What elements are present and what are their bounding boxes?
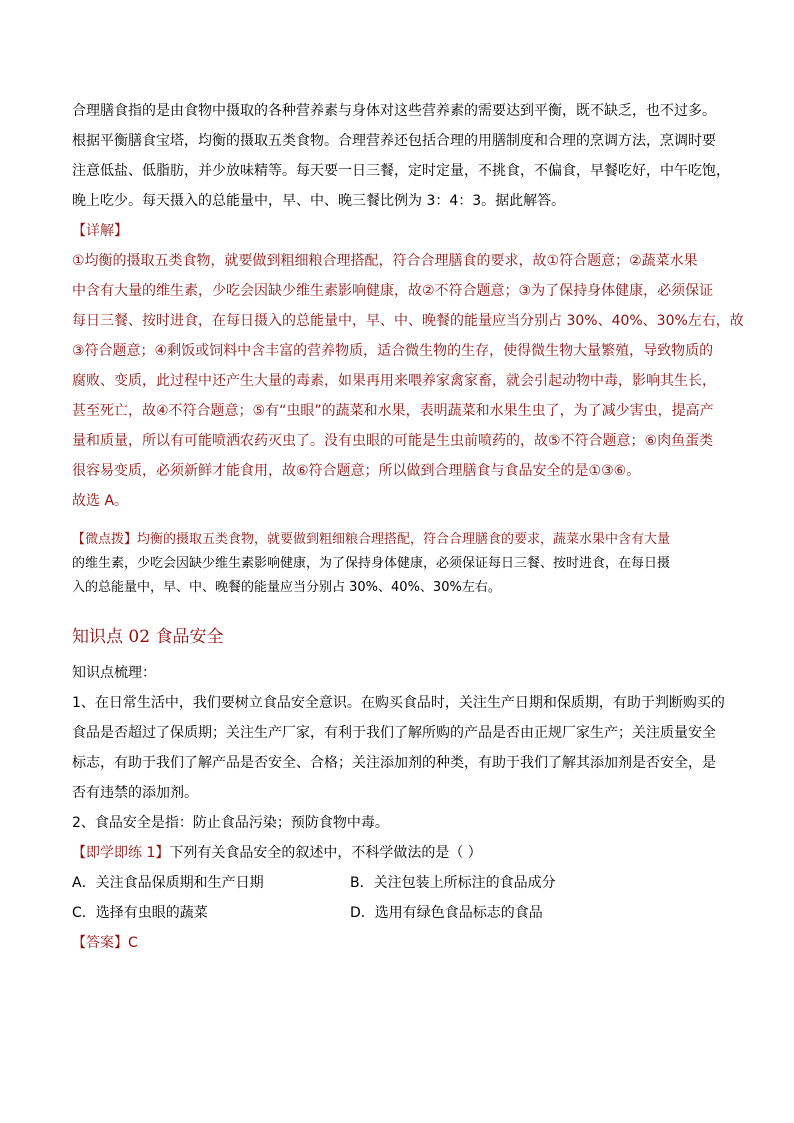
point-line: 1、在日常生活中，我们要树立食品安全意识。在购买食品时，关注生产日期和保质期，有助于判断购买的 [72,695,725,711]
exercise-question-text: 下列有关食品安全的叙述中，不科学做法的是（ ） [169,845,482,861]
tip-label: 【微点拨】 [72,532,138,547]
detail-line: 很容易变质，必须新鲜才能食用，故⑥符合题意；所以做到合理膳食与食品安全的是①③⑥。 [72,463,641,479]
options-row [72,868,732,898]
tip-line: 的维生素，少吃会因缺少维生素影响健康，为了保持身体健康，必须保证每日三餐、按时进食，在每日摄 [72,556,671,571]
detail-line: 故选 A。 [72,493,129,509]
answer-line [72,928,732,958]
detail-line: 每日三餐、按时进食，在每日摄入的总能量中，早、中、晚餐的能量应当分别占 30%、40%、30%左右，故 [72,313,744,329]
tip-line [72,528,732,552]
detail-line: 中含有大量的维生素，少吃会因缺少维生素影响健康，故②不符合题意；③为了保持身体健康，必须保证 [72,283,714,299]
option-c[interactable]: C．选择有虫眼的蔬菜 [72,905,208,921]
document-page [72,96,744,958]
option-a[interactable]: A．关注食品保质期和生产日期 [72,875,264,891]
detail-label: 【详解】 [72,223,128,239]
knowledge-point-1 [72,688,732,808]
point-line: 标志，有助于我们了解产品是否安全、合格；关注添加剂的种类，有助于我们了解其添加剂是否安全，是 [72,755,716,771]
tip-section [72,528,732,600]
exercise-question [72,838,732,868]
intro-line: 合理膳食指的是由食物中摄取的各种营养素与身体对这些营养素的需要达到平衡，既不缺乏，也不过多。 [72,103,716,119]
point-line: 食品是否超过了保质期；关注生产厂家，有利于我们了解所购的产品是否由正规厂家生产；关注质量安全 [72,725,716,741]
detail-line: ①均衡的摄取五类食物，就要做到粗细粮合理搭配，符合合理膳食的要求，故①符合题意；②蔬菜水果 [72,253,698,269]
answer-label: 【答案】 [72,935,128,951]
detail-section [72,216,744,516]
detail-line: 量和质量，所以有可能喷洒农药灭虫了。没有虫眼的可能是生虫前喷药的，故⑤不符合题意；⑥肉鱼蛋类 [72,433,714,449]
detail-line: ③符合题意；④剩饭或饲料中含丰富的营养物质，适合微生物的生存，使得微生物大量繁殖，导致物质的 [72,343,714,359]
intro-line: 注意低盐、低脂肪，并少放味精等。每天要一日三餐，定时定量，不挑食，不偏食，早餐吃好，中午吃饱， [72,163,730,179]
tip-text: 均衡的摄取五类食物，就要做到粗细粮合理搭配，符合合理膳食的要求，蔬菜水果中含有大量 [137,532,671,547]
exercise-label: 【即学即练 1】 [72,845,170,861]
section-title: 知识点 02 食品安全 [72,627,224,647]
intro-line: 晚上吃少。每天摄入的总能量中，早、中、晚三餐比例为 3：4：3。据此解答。 [72,193,566,209]
answer-value: C [128,935,138,951]
option-d[interactable]: D．选用有绿色食品标志的食品 [350,905,543,921]
tip-line: 入的总能量中，早、中、晚餐的能量应当分别占 30%、40%、30%左右。 [72,580,501,595]
option-b[interactable]: B．关注包装上所标注的食品成分 [350,875,556,891]
intro-line: 根据平衡膳食宝塔，均衡的摄取五类食物。合理营养还包括合理的用膳制度和合理的烹调方法，烹调时要 [72,133,716,149]
detail-line: 甚至死亡，故④不符合题意；⑤有“虫眼”的蔬菜和水果，表明蔬菜和水果生虫了，为了减少害虫，提高产 [72,403,714,419]
knowledge-point-2: 2、食品安全是指：防止食品污染；预防食物中毒。 [72,815,389,831]
point-line: 否有违禁的添加剂。 [72,785,198,801]
detail-line: 腐败、变质，此过程中还产生大量的毒素，如果再用来喂养家禽家畜，就会引起动物中毒，影响其生长， [72,373,716,389]
options-row [72,898,732,928]
intro-paragraph [72,96,732,216]
section-subtitle: 知识点梳理： [72,665,156,681]
